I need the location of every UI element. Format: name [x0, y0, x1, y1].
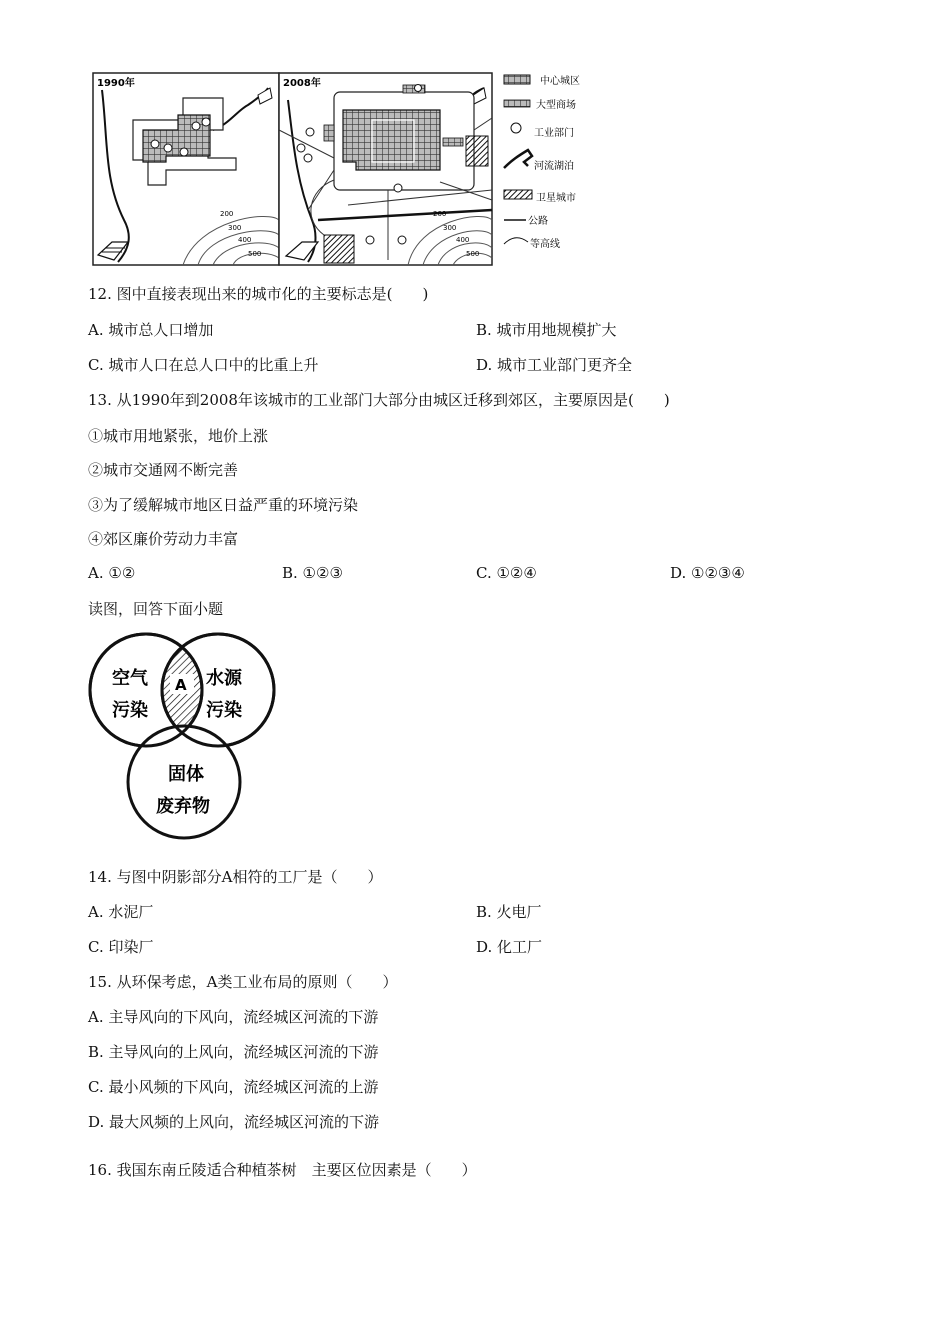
- legend-label: 等高线: [530, 239, 560, 250]
- map-legend: [504, 74, 580, 250]
- legend-label: 公路: [528, 216, 548, 227]
- q12-option-a[interactable]: A. 城市总人口增加: [88, 321, 214, 339]
- intro-instruction: 读图，回答下面小题: [88, 600, 224, 618]
- legend-label: 河流湖泊: [534, 161, 574, 172]
- map-panel-1990: [93, 73, 279, 265]
- satellite-city-icon: [504, 190, 532, 199]
- q14-option-a[interactable]: A. 水泥厂: [88, 903, 154, 921]
- contour-label: 500: [466, 250, 480, 258]
- venn-air-label-2: 污染: [112, 700, 148, 721]
- venn-solid-label-2: 废弃物: [156, 796, 210, 817]
- urban-map-figure: [88, 70, 598, 270]
- center-city-icon: [504, 75, 530, 84]
- q13-option-c[interactable]: C. ①②④: [476, 564, 537, 582]
- q13-statement-3: ③为了缓解城市地区日益严重的环境污染: [88, 496, 359, 514]
- q12-option-d[interactable]: D. 城市工业部门更齐全: [476, 356, 633, 374]
- q14-option-c[interactable]: C. 印染厂: [88, 938, 154, 956]
- q13-option-d[interactable]: D. ①②③④: [670, 564, 745, 582]
- map-year-1990: 1990年: [97, 78, 135, 89]
- q14-option-d[interactable]: D. 化工厂: [476, 938, 543, 956]
- venn-water-label-2: 污染: [206, 700, 242, 721]
- contour-label: 500: [248, 250, 262, 258]
- q13-statement-2: ②城市交通网不断完善: [88, 461, 239, 479]
- contour-label: 300: [443, 224, 457, 232]
- contour-label: 400: [238, 236, 252, 244]
- venn-solid-label-1: 固体: [168, 764, 204, 785]
- q15-option-d[interactable]: D. 最大风频的上风向，流经城区河流的下游: [88, 1113, 380, 1131]
- q15-option-a[interactable]: A. 主导风向的下风向，流经城区河流的下游: [88, 1008, 379, 1026]
- q16-stem: 16. 我国东南丘陵适合种植茶树 主要区位因素是（ ）: [88, 1161, 477, 1179]
- q12-option-c[interactable]: C. 城市人口在总人口中的比重上升: [88, 356, 319, 374]
- contour-label: 200: [220, 210, 234, 218]
- legend-label: 中心城区: [540, 76, 580, 87]
- venn-label-a: A: [175, 676, 187, 694]
- map-panel-2008: [279, 73, 492, 265]
- q13-stem: 13. 从1990年到2008年该城市的工业部门大部分由城区迁移到郊区，主要原因是( ): [88, 391, 670, 409]
- venn-water-label-1: 水源: [206, 668, 242, 689]
- map-year-2008: 2008年: [283, 78, 321, 89]
- q15-stem: 15. 从环保考虑，A类工业布局的原则（ ）: [88, 973, 398, 991]
- q13-option-b[interactable]: B. ①②③: [282, 564, 343, 582]
- legend-label: 卫星城市: [536, 193, 576, 204]
- legend-label: 大型商场: [536, 100, 576, 111]
- q14-stem: 14. 与图中阴影部分A相符的工厂是（ ）: [88, 868, 383, 886]
- q12-stem: 12. 图中直接表现出来的城市化的主要标志是( ): [88, 285, 429, 303]
- contour-label: 200: [433, 210, 447, 218]
- q13-option-a[interactable]: A. ①②: [88, 564, 136, 582]
- factory-circle-icon: [511, 123, 521, 133]
- q14-option-b[interactable]: B. 火电厂: [476, 903, 542, 921]
- q15-option-c[interactable]: C. 最小风频的下风向，流经城区河流的上游: [88, 1078, 379, 1096]
- q13-statement-4: ④郊区廉价劳动力丰富: [88, 530, 239, 548]
- mall-icon: [504, 100, 530, 107]
- contour-icon: [504, 238, 528, 244]
- q15-option-b[interactable]: B. 主导风向的上风向，流经城区河流的下游: [88, 1043, 379, 1061]
- q12-option-b[interactable]: B. 城市用地规模扩大: [476, 321, 617, 339]
- contour-label: 400: [456, 236, 470, 244]
- legend-label: 工业部门: [534, 128, 574, 139]
- contour-label: 300: [228, 224, 242, 232]
- river-lake-icon: [504, 150, 532, 168]
- venn-air-label-1: 空气: [112, 668, 148, 689]
- q13-statement-1: ①城市用地紧张，地价上涨: [88, 427, 269, 445]
- pollution-venn-diagram: [86, 632, 286, 848]
